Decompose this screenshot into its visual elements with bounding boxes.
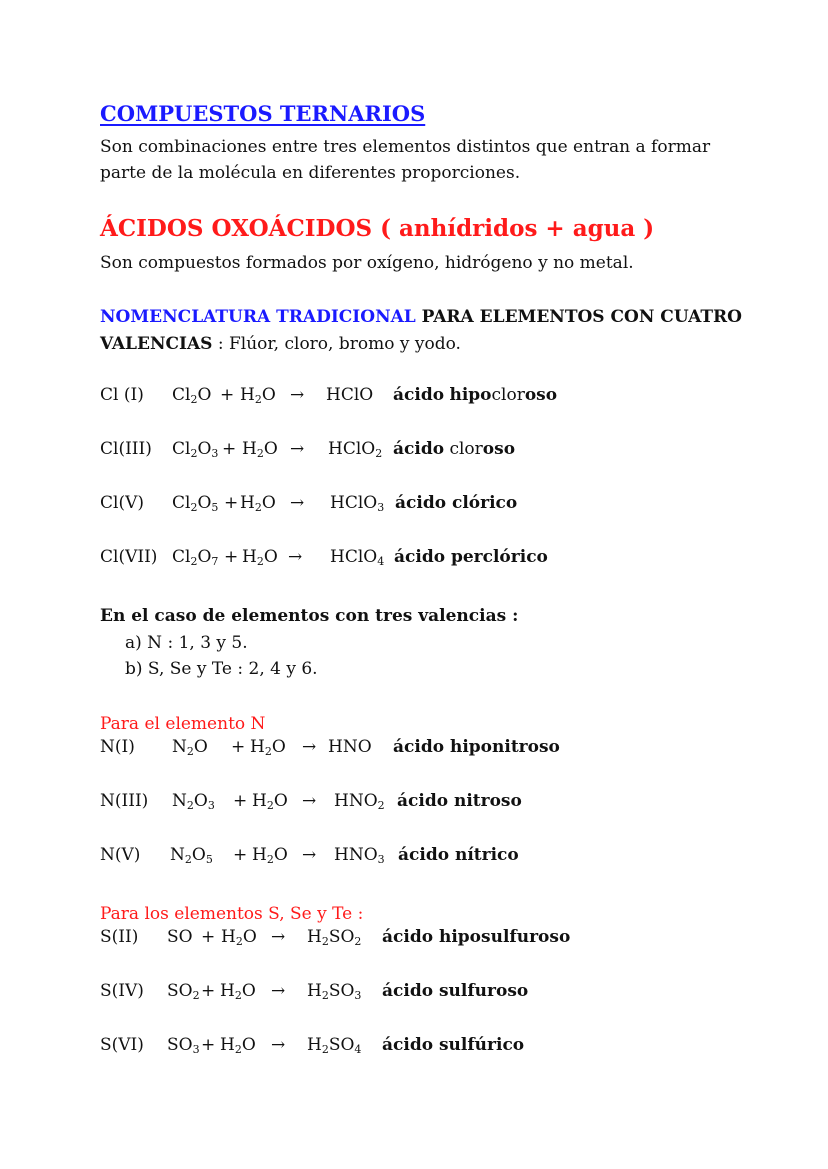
nitrogen-plus: + (233, 845, 248, 865)
sulfur-anhydride-sub: 2 (192, 989, 200, 1002)
nitrogen-anhydride-sub: 2 (186, 799, 194, 812)
nitrogen-valence: N(III) (100, 791, 149, 811)
nitrogen-arrow: → (302, 845, 317, 865)
nitrogen-acid: $HNO_3$ (334, 845, 385, 866)
nitrogen-acid-name: ácido nitroso (397, 791, 522, 811)
chlorine-valence: Cl(V) (100, 493, 144, 513)
nitrogen-row (0, 791, 828, 817)
chlorine-arrow: → (290, 493, 305, 513)
nitrogen-acid-sub: 3 (377, 853, 385, 866)
sulfur-acid-sub: 2 (354, 935, 362, 948)
chlorine-acid-name: ácido perclórico (394, 547, 548, 567)
sulfur-plus: + (201, 1035, 216, 1055)
nitrogen-acid: $HNO_2$ (334, 791, 385, 812)
sulfur-water-sub: 2 (235, 935, 243, 948)
nitrogen-water: $H_2O$ (250, 737, 286, 758)
chlorine-acid-sub: 2 (375, 447, 383, 460)
sulfur-acid-sub: 3 (354, 989, 362, 1002)
chlorine-plus: + (220, 385, 235, 405)
chlorine-acid: HClO (326, 385, 374, 405)
sulfur-acid-sub: 2 (321, 1043, 329, 1056)
chlorine-water-sub: 2 (254, 501, 262, 514)
chlorine-water: $H_2O$ (242, 547, 278, 568)
sulfur-acid: $H_2SO_4$ (307, 1035, 362, 1056)
nitrogen-heading: Para el elemento N (100, 714, 266, 734)
sulfur-arrow: → (271, 1035, 286, 1055)
sulfur-acid-name: ácido sulfuroso (382, 981, 529, 1001)
three-valences-item-a: a) N : 1, 3 y 5. (125, 633, 248, 653)
nitrogen-row (0, 737, 828, 763)
nitrogen-arrow: → (302, 791, 317, 811)
nomenclature-black-label: PARA ELEMENTOS CON CUATRO (415, 307, 742, 327)
nitrogen-valence: N(I) (100, 737, 135, 757)
three-valences-heading: En el caso de elementos con tres valencias : (100, 606, 519, 626)
chlorine-anhydride-sub: 7 (211, 555, 219, 568)
nitrogen-anhydride-sub: 3 (207, 799, 215, 812)
chlorine-water: $H_2O$ (240, 385, 276, 406)
sulfur-acid-sub: 2 (321, 935, 329, 948)
nitrogen-anhydride-sub: 2 (186, 745, 194, 758)
sulfur-row (0, 1035, 828, 1061)
sulfur-valence: S(VI) (100, 1035, 144, 1055)
nitrogen-water-sub: 2 (266, 853, 274, 866)
chlorine-anhydride: $Cl_2O$ (172, 385, 212, 406)
chlorine-water-sub: 2 (256, 555, 264, 568)
sulfur-acid-sub: 2 (321, 989, 329, 1002)
chlorine-row (0, 547, 828, 573)
chlorine-anhydride-sub: 2 (190, 447, 198, 460)
nitrogen-anhydride-sub: 2 (184, 853, 192, 866)
chlorine-valence: Cl (I) (100, 385, 144, 405)
chlorine-anhydride-sub: 2 (190, 393, 198, 406)
sulfur-acid: $H_2SO_3$ (307, 981, 362, 1002)
chlorine-water-sub: 2 (254, 393, 262, 406)
sulfur-valence: S(IV) (100, 981, 144, 1001)
chlorine-anhydride-sub: 5 (211, 501, 219, 514)
chlorine-acid-name: ácido hipocloroso (393, 385, 558, 405)
sulfur-anhydride: SO (167, 927, 193, 947)
nitrogen-acid: HNO (328, 737, 372, 757)
chlorine-valence: Cl(VII) (100, 547, 158, 567)
chlorine-plus: + (224, 493, 239, 513)
section-title: ÁCIDOS OXOÁCIDOS ( anhídridos + agua ) (100, 215, 655, 242)
sulfur-water: $H_2O$ (221, 927, 257, 948)
nitrogen-anhydride: $N_2O$ (172, 737, 208, 758)
nitrogen-water-sub: 2 (266, 799, 274, 812)
chlorine-acid-name: ácido cloroso (393, 439, 516, 459)
section-description: Son compuestos formados por oxígeno, hidrógeno y no metal. (100, 253, 634, 273)
valencias-line (100, 331, 461, 357)
nitrogen-anhydride-sub: 5 (205, 853, 213, 866)
chlorine-valence: Cl(III) (100, 439, 152, 459)
chlorine-anhydride-sub: 2 (190, 501, 198, 514)
chlorine-acid-sub: 3 (377, 501, 385, 514)
sulfur-water: $H_2O$ (220, 1035, 256, 1056)
chlorine-acid-sub: 4 (377, 555, 385, 568)
sulfur-water-sub: 2 (234, 989, 242, 1002)
nitrogen-anhydride: $N_2O_5$ (170, 845, 213, 866)
nitrogen-plus: + (233, 791, 248, 811)
chlorine-acid: HClO$_2$ (328, 439, 383, 460)
sulfur-arrow: → (271, 981, 286, 1001)
chlorine-anhydride-sub: 2 (190, 555, 198, 568)
sulfur-anhydride-sub: 3 (192, 1043, 200, 1056)
nitrogen-water-sub: 2 (264, 745, 272, 758)
chlorine-row (0, 439, 828, 465)
chlorine-plus: + (224, 547, 239, 567)
sulfur-plus: + (201, 927, 216, 947)
nitrogen-anhydride: $N_2O_3$ (172, 791, 215, 812)
chlorine-anhydride: $Cl_2O_5$ (172, 493, 219, 514)
intro-line-2: parte de la molécula en diferentes proporciones. (100, 163, 521, 183)
sulfur-water-sub: 2 (234, 1043, 242, 1056)
chlorine-anhydride: $Cl_2O_7$ (172, 547, 219, 568)
nitrogen-water: $H_2O$ (252, 845, 288, 866)
chlorine-water-sub: 2 (256, 447, 264, 460)
chlorine-arrow: → (290, 385, 305, 405)
chlorine-water: $H_2O$ (240, 493, 276, 514)
sulfur-anhydride: $SO_3$ (167, 1035, 200, 1056)
valencias-label: VALENCIAS (100, 334, 213, 354)
nitrogen-acid-name: ácido nítrico (398, 845, 519, 865)
intro-line-1: Son combinaciones entre tres elementos distintos que entran a formar (100, 137, 711, 157)
sulfur-water: $H_2O$ (220, 981, 256, 1002)
sulfur-anhydride: $SO_2$ (167, 981, 200, 1002)
chlorine-acid-name: ácido clórico (395, 493, 518, 513)
sulfur-row (0, 927, 828, 953)
chlorine-arrow: → (290, 439, 305, 459)
chlorine-acid: HClO$_4$ (330, 547, 385, 568)
nomenclature-heading (100, 304, 742, 330)
sulfur-arrow: → (271, 927, 286, 947)
three-valences-item-b: b) S, Se y Te : 2, 4 y 6. (125, 659, 318, 679)
valencias-rest: : Flúor, cloro, bromo y yodo. (212, 334, 461, 354)
sulfur-row (0, 981, 828, 1007)
sulfur-acid-sub: 4 (354, 1043, 362, 1056)
chlorine-water: $H_2O$ (242, 439, 278, 460)
chlorine-acid: HClO$_3$ (330, 493, 385, 514)
sulfur-heading: Para los elementos S, Se y Te : (100, 904, 364, 924)
chlorine-anhydride: $Cl_2O_3$ (172, 439, 219, 460)
sulfur-valence: S(II) (100, 927, 139, 947)
nitrogen-valence: N(V) (100, 845, 141, 865)
nitrogen-arrow: → (302, 737, 317, 757)
sulfur-acid: $H_2SO_2$ (307, 927, 362, 948)
nitrogen-acid-name: ácido hiponitroso (393, 737, 560, 757)
chlorine-row (0, 493, 828, 519)
sulfur-acid-name: ácido sulfúrico (382, 1035, 525, 1055)
chlorine-plus: + (222, 439, 237, 459)
sulfur-plus: + (201, 981, 216, 1001)
nitrogen-acid-sub: 2 (377, 799, 385, 812)
nitrogen-plus: + (231, 737, 246, 757)
chlorine-anhydride-sub: 3 (211, 447, 219, 460)
sulfur-acid-name: ácido hiposulfuroso (382, 927, 571, 947)
chlorine-arrow: → (288, 547, 303, 567)
page-title: COMPUESTOS TERNARIOS (100, 101, 426, 126)
nomenclature-blue-label: NOMENCLATURA TRADICIONAL (100, 307, 416, 327)
nitrogen-water: $H_2O$ (252, 791, 288, 812)
chlorine-row (0, 385, 828, 411)
nitrogen-row (0, 845, 828, 871)
